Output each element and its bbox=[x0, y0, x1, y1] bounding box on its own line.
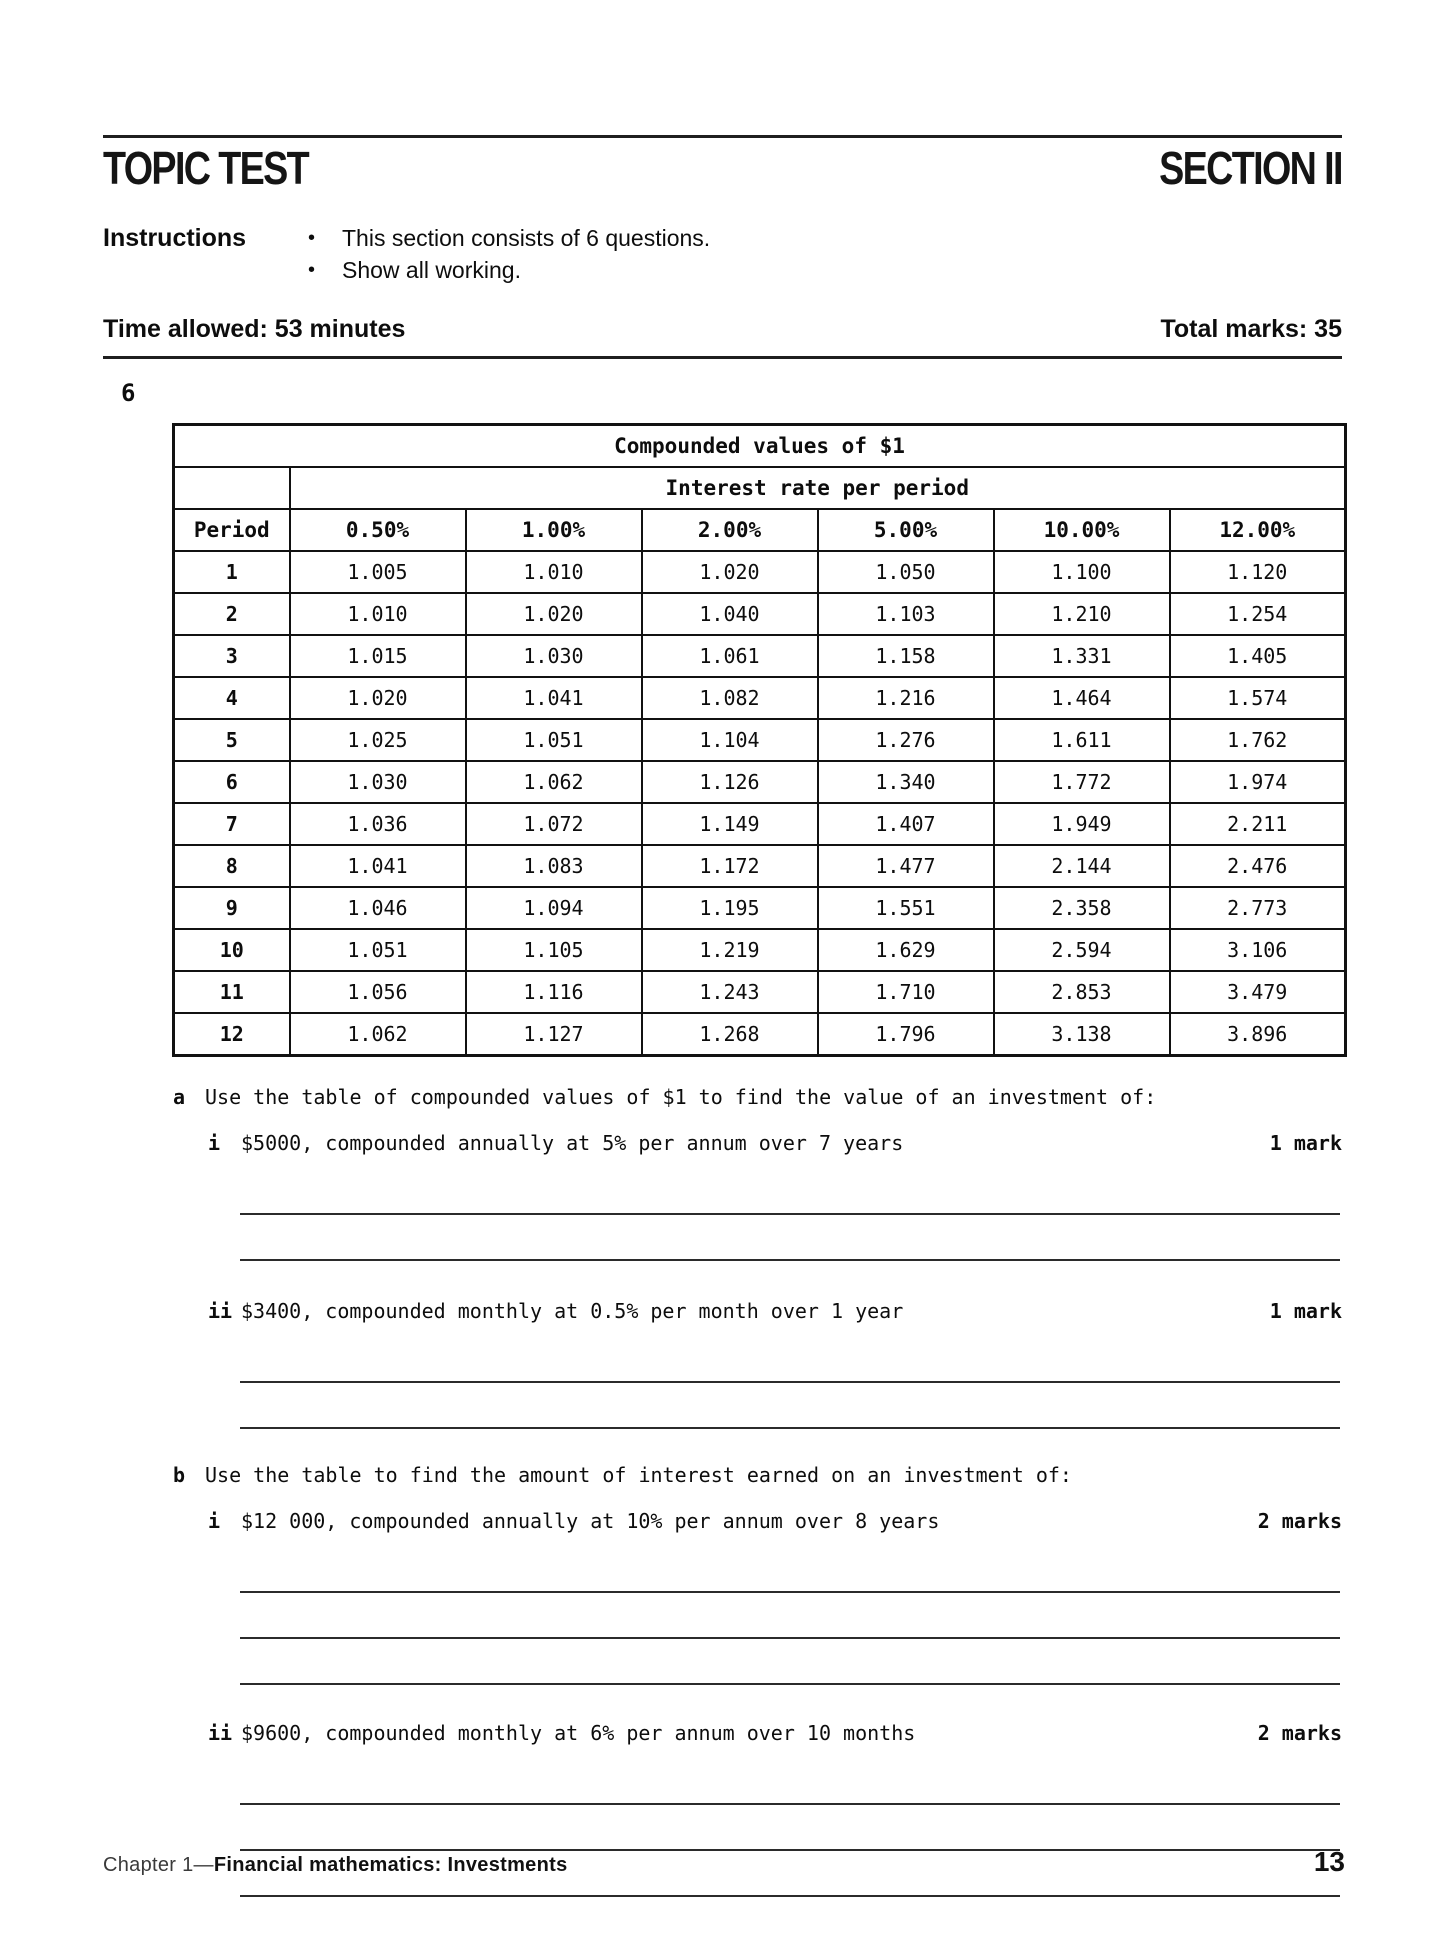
value-cell: 1.056 bbox=[290, 971, 466, 1013]
part-text: $3400, compounded monthly at 0.5% per month over 1 year bbox=[241, 1299, 904, 1323]
table-row bbox=[174, 1013, 1346, 1056]
top-rule bbox=[103, 135, 1342, 138]
question-b bbox=[173, 1461, 1342, 1489]
value-cell: 1.254 bbox=[1170, 593, 1346, 635]
value-cell: 1.219 bbox=[642, 929, 818, 971]
period-cell: 11 bbox=[174, 971, 290, 1013]
value-cell: 1.276 bbox=[818, 719, 994, 761]
part-label: i bbox=[208, 1509, 221, 1533]
rate-header: 1.00% bbox=[466, 509, 642, 551]
instruction-text: This section consists of 6 questions. bbox=[342, 225, 711, 251]
rate-header: 5.00% bbox=[818, 509, 994, 551]
value-cell: 3.896 bbox=[1170, 1013, 1346, 1056]
marks-label: 1 mark bbox=[1269, 1131, 1342, 1155]
value-cell: 1.340 bbox=[818, 761, 994, 803]
page-footer bbox=[103, 1846, 1345, 1878]
bullet-icon: • bbox=[308, 259, 316, 281]
table-row bbox=[174, 551, 1346, 593]
marks-label: 2 marks bbox=[1257, 1509, 1342, 1533]
value-cell: 1.104 bbox=[642, 719, 818, 761]
table-title: Compounded values of $1 bbox=[174, 425, 1346, 468]
value-cell: 1.062 bbox=[290, 1013, 466, 1056]
value-cell: 1.094 bbox=[466, 887, 642, 929]
value-cell: 1.629 bbox=[818, 929, 994, 971]
value-cell: 1.405 bbox=[1170, 635, 1346, 677]
instruction-text: Show all working. bbox=[342, 257, 521, 283]
marks-label: 1 mark bbox=[1269, 1299, 1342, 1323]
value-cell: 1.015 bbox=[290, 635, 466, 677]
footer-chapter-prefix: Chapter 1— bbox=[103, 1854, 214, 1876]
period-cell: 4 bbox=[174, 677, 290, 719]
value-cell: 3.479 bbox=[1170, 971, 1346, 1013]
value-cell: 1.041 bbox=[466, 677, 642, 719]
instructions-block bbox=[103, 222, 1342, 286]
value-cell: 2.358 bbox=[994, 887, 1170, 929]
instructions-list bbox=[308, 222, 1342, 286]
total-marks: Total marks: 35 bbox=[1160, 315, 1342, 343]
table-row bbox=[174, 635, 1346, 677]
title-row bbox=[103, 142, 1342, 198]
questions-section bbox=[103, 1083, 1342, 1897]
value-cell: 1.331 bbox=[994, 635, 1170, 677]
value-cell: 1.243 bbox=[642, 971, 818, 1013]
value-cell: 1.611 bbox=[994, 719, 1170, 761]
value-cell: 1.949 bbox=[994, 803, 1170, 845]
value-cell: 1.103 bbox=[818, 593, 994, 635]
answer-line bbox=[240, 1535, 1340, 1593]
rate-header: 2.00% bbox=[642, 509, 818, 551]
value-cell: 1.020 bbox=[290, 677, 466, 719]
value-cell: 1.041 bbox=[290, 845, 466, 887]
question-a bbox=[173, 1083, 1342, 1111]
part-text: $9600, compounded monthly at 6% per annum over 10 months bbox=[241, 1721, 916, 1745]
page-number: 13 bbox=[1313, 1846, 1345, 1877]
value-cell: 1.407 bbox=[818, 803, 994, 845]
value-cell: 2.853 bbox=[994, 971, 1170, 1013]
question-a-part-ii bbox=[208, 1297, 1342, 1325]
period-cell: 2 bbox=[174, 593, 290, 635]
value-cell: 1.051 bbox=[290, 929, 466, 971]
time-allowed: Time allowed: 53 minutes bbox=[103, 315, 406, 343]
table-header-row bbox=[174, 509, 1346, 551]
answer-line bbox=[240, 1325, 1340, 1383]
table-row bbox=[174, 761, 1346, 803]
part-text: $5000, compounded annually at 5% per annum over 7 years bbox=[241, 1131, 904, 1155]
table-row bbox=[174, 677, 1346, 719]
instruction-item bbox=[308, 222, 1342, 254]
instruction-item bbox=[308, 254, 1342, 286]
value-cell: 1.083 bbox=[466, 845, 642, 887]
part-label: ii bbox=[208, 1299, 233, 1323]
marks-label: 2 marks bbox=[1257, 1721, 1342, 1745]
value-cell: 1.062 bbox=[466, 761, 642, 803]
answer-line bbox=[240, 1157, 1340, 1215]
answer-lines bbox=[240, 1157, 1340, 1261]
value-cell: 1.020 bbox=[642, 551, 818, 593]
value-cell: 1.126 bbox=[642, 761, 818, 803]
period-cell: 6 bbox=[174, 761, 290, 803]
value-cell: 1.268 bbox=[642, 1013, 818, 1056]
period-header: Period bbox=[174, 509, 290, 551]
question-b-part-i bbox=[208, 1507, 1342, 1535]
value-cell: 2.144 bbox=[994, 845, 1170, 887]
footer-chapter-title: Financial mathematics: Investments bbox=[213, 1854, 568, 1876]
part-label: i bbox=[208, 1131, 221, 1155]
value-cell: 1.020 bbox=[466, 593, 642, 635]
question-text: Use the table of compounded values of $1 to find the value of an investment of: bbox=[205, 1085, 1157, 1109]
value-cell: 1.030 bbox=[466, 635, 642, 677]
compound-table-body bbox=[174, 551, 1346, 1056]
value-cell: 1.796 bbox=[818, 1013, 994, 1056]
page-title: TOPIC TEST bbox=[103, 142, 309, 194]
answer-line bbox=[240, 1747, 1340, 1805]
empty-corner-cell bbox=[174, 467, 290, 509]
answer-lines bbox=[240, 1325, 1340, 1429]
section-title: SECTION II bbox=[1159, 142, 1342, 194]
value-cell: 1.046 bbox=[290, 887, 466, 929]
value-cell: 3.138 bbox=[994, 1013, 1170, 1056]
answer-lines bbox=[240, 1535, 1340, 1685]
instructions-label: Instructions bbox=[103, 224, 247, 252]
table-subtitle: Interest rate per period bbox=[290, 467, 1346, 509]
part-label: ii bbox=[208, 1721, 233, 1745]
period-cell: 7 bbox=[174, 803, 290, 845]
value-cell: 1.030 bbox=[290, 761, 466, 803]
value-cell: 3.106 bbox=[1170, 929, 1346, 971]
value-cell: 1.025 bbox=[290, 719, 466, 761]
value-cell: 2.773 bbox=[1170, 887, 1346, 929]
time-marks-row bbox=[103, 314, 1342, 344]
period-cell: 3 bbox=[174, 635, 290, 677]
value-cell: 1.149 bbox=[642, 803, 818, 845]
compound-values-table bbox=[172, 423, 1347, 1057]
compound-table-head bbox=[174, 425, 1346, 552]
question-a-part-i bbox=[208, 1129, 1342, 1157]
question-label: a bbox=[173, 1085, 186, 1109]
value-cell: 1.061 bbox=[642, 635, 818, 677]
value-cell: 1.010 bbox=[290, 593, 466, 635]
period-cell: 1 bbox=[174, 551, 290, 593]
value-cell: 1.762 bbox=[1170, 719, 1346, 761]
value-cell: 1.120 bbox=[1170, 551, 1346, 593]
value-cell: 1.082 bbox=[642, 677, 818, 719]
mid-rule bbox=[103, 356, 1342, 359]
value-cell: 1.172 bbox=[642, 845, 818, 887]
table-row bbox=[174, 929, 1346, 971]
value-cell: 2.594 bbox=[994, 929, 1170, 971]
value-cell: 1.040 bbox=[642, 593, 818, 635]
answer-line bbox=[240, 1383, 1340, 1429]
table-row bbox=[174, 719, 1346, 761]
part-text: $12 000, compounded annually at 10% per annum over 8 years bbox=[241, 1509, 940, 1533]
question-b-part-ii bbox=[208, 1719, 1342, 1747]
period-cell: 9 bbox=[174, 887, 290, 929]
table-subtitle-row bbox=[174, 467, 1346, 509]
period-cell: 8 bbox=[174, 845, 290, 887]
table-row bbox=[174, 887, 1346, 929]
answer-line bbox=[240, 1215, 1340, 1261]
question-number: 6 bbox=[121, 379, 136, 407]
value-cell: 2.211 bbox=[1170, 803, 1346, 845]
answer-line bbox=[240, 1805, 1340, 1851]
value-cell: 1.105 bbox=[466, 929, 642, 971]
table-row bbox=[174, 971, 1346, 1013]
value-cell: 1.195 bbox=[642, 887, 818, 929]
value-cell: 1.477 bbox=[818, 845, 994, 887]
table-row bbox=[174, 845, 1346, 887]
period-cell: 10 bbox=[174, 929, 290, 971]
answer-line bbox=[240, 1639, 1340, 1685]
value-cell: 1.127 bbox=[466, 1013, 642, 1056]
page-content bbox=[103, 0, 1342, 1897]
footer-chapter bbox=[103, 1854, 568, 1877]
period-cell: 5 bbox=[174, 719, 290, 761]
value-cell: 1.574 bbox=[1170, 677, 1346, 719]
value-cell: 1.710 bbox=[818, 971, 994, 1013]
question-label: b bbox=[173, 1463, 186, 1487]
table-row bbox=[174, 593, 1346, 635]
value-cell: 1.072 bbox=[466, 803, 642, 845]
value-cell: 1.036 bbox=[290, 803, 466, 845]
value-cell: 1.010 bbox=[466, 551, 642, 593]
rate-header: 12.00% bbox=[1170, 509, 1346, 551]
value-cell: 1.051 bbox=[466, 719, 642, 761]
value-cell: 1.210 bbox=[994, 593, 1170, 635]
period-cell: 12 bbox=[174, 1013, 290, 1056]
value-cell: 1.551 bbox=[818, 887, 994, 929]
value-cell: 1.100 bbox=[994, 551, 1170, 593]
value-cell: 1.974 bbox=[1170, 761, 1346, 803]
table-row bbox=[174, 803, 1346, 845]
value-cell: 1.005 bbox=[290, 551, 466, 593]
answer-line bbox=[240, 1593, 1340, 1639]
value-cell: 1.158 bbox=[818, 635, 994, 677]
bullet-icon: • bbox=[308, 227, 316, 249]
table-title-row bbox=[174, 425, 1346, 468]
value-cell: 1.116 bbox=[466, 971, 642, 1013]
value-cell: 1.464 bbox=[994, 677, 1170, 719]
value-cell: 1.216 bbox=[818, 677, 994, 719]
rate-header: 0.50% bbox=[290, 509, 466, 551]
question-text: Use the table to find the amount of interest earned on an investment of: bbox=[205, 1463, 1072, 1487]
value-cell: 1.050 bbox=[818, 551, 994, 593]
value-cell: 1.772 bbox=[994, 761, 1170, 803]
value-cell: 2.476 bbox=[1170, 845, 1346, 887]
rate-header: 10.00% bbox=[994, 509, 1170, 551]
